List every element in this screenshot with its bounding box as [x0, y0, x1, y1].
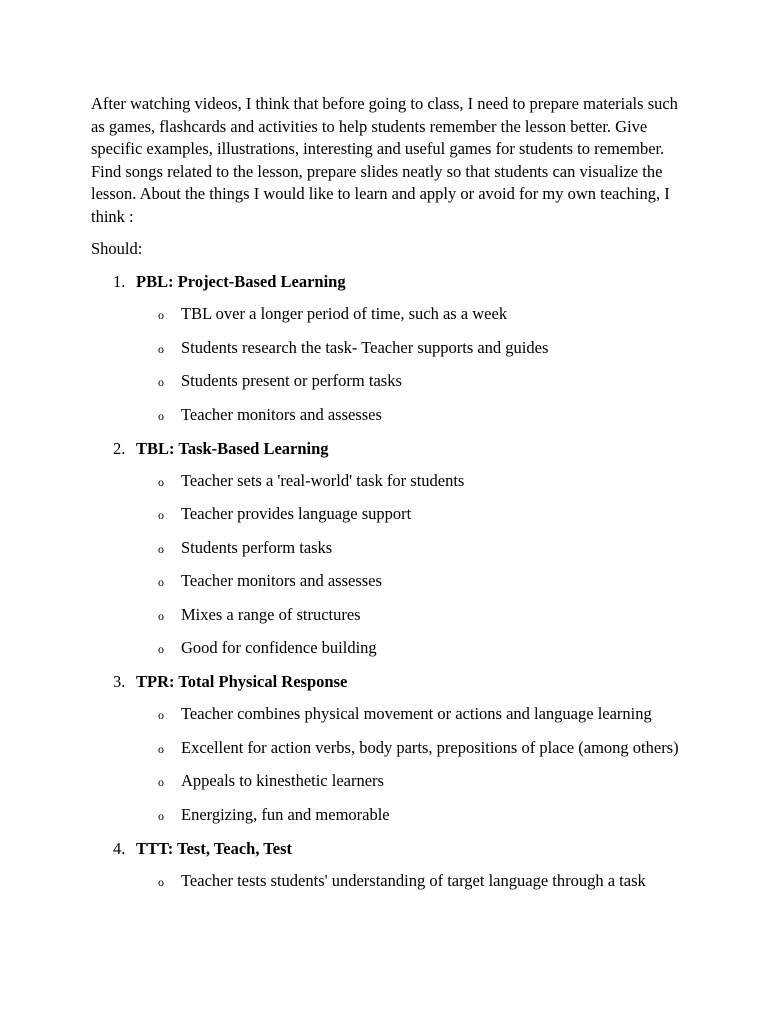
intro-paragraph: After watching videos, I think that before going to class, I need to prepare materials such as games, flashcards and activities to help students remember the lesson better. Give specific examples, illustrations, interesting and useful games for students to remember. Find songs related to the lesson, prepare slides neatly so that students can visualize the lesson. About the things I would like to learn and apply or avoid for my own teaching, I think : — [91, 94, 678, 226]
list-item — [91, 870, 683, 893]
list-item — [91, 303, 683, 326]
bullet-icon: o — [158, 608, 164, 623]
list-item — [91, 404, 683, 427]
bullet-icon: o — [158, 808, 164, 823]
bullet-icon: o — [158, 408, 164, 423]
list-item — [91, 370, 683, 393]
method-heading: TBL: Task-Based Learning — [136, 438, 329, 458]
method-heading-row — [91, 671, 683, 693]
method-section — [91, 438, 683, 661]
list-item — [91, 503, 683, 526]
list-item — [91, 337, 683, 360]
bullet-icon: o — [158, 741, 164, 756]
bullet-icon: o — [158, 775, 164, 789]
list-item-text: Teacher monitors and assesses — [181, 404, 382, 424]
list-item — [91, 770, 683, 793]
method-heading-row — [91, 438, 683, 460]
bullet-icon: o — [158, 341, 164, 356]
should-label: Should: — [91, 239, 143, 258]
list-item — [91, 537, 683, 560]
list-number: 1. — [113, 272, 126, 291]
list-item-text: Students research the task- Teacher supports and guides — [181, 337, 549, 357]
method-section — [91, 271, 683, 427]
list-item-text: Teacher provides language support — [181, 504, 412, 523]
list-item — [91, 470, 683, 493]
sub-list — [91, 703, 683, 827]
bullet-icon: o — [158, 708, 164, 722]
method-heading-row — [91, 271, 683, 293]
method-heading-row — [91, 838, 683, 860]
list-item-text: Teacher combines physical movement or actions and language learning — [181, 704, 652, 723]
list-item-text: TBL over a longer period of time, such as a week — [181, 304, 508, 323]
list-item-text: Students present or perform tasks — [181, 371, 402, 390]
method-heading: TTT: Test, Teach, Test — [136, 838, 293, 858]
methods-list — [91, 271, 683, 893]
bullet-icon: o — [158, 308, 164, 322]
list-number: 4. — [113, 838, 126, 858]
method-heading: TPR: Total Physical Response — [136, 672, 348, 691]
list-item-text: Students perform tasks — [181, 537, 333, 557]
list-item-text: Energizing, fun and memorable — [181, 804, 390, 824]
list-item — [91, 804, 683, 827]
list-item-text: Teacher sets a 'real-world' task for students — [181, 470, 465, 490]
sub-list — [91, 470, 683, 661]
list-item-text: Good for confidence building — [181, 638, 377, 657]
bullet-icon: o — [158, 575, 164, 589]
sub-list — [91, 303, 683, 427]
list-number: 2. — [113, 438, 126, 458]
list-item — [91, 703, 683, 726]
bullet-icon: o — [158, 541, 164, 556]
bullet-icon: o — [158, 874, 164, 889]
method-section — [91, 838, 683, 893]
list-item — [91, 570, 683, 593]
list-number: 3. — [113, 672, 126, 691]
method-heading: PBL: Project-Based Learning — [136, 272, 346, 291]
method-section — [91, 671, 683, 827]
list-item — [91, 737, 683, 760]
bullet-icon: o — [158, 508, 164, 522]
list-item-text: Teacher tests students' understanding of target language through a task — [181, 870, 646, 890]
list-item — [91, 604, 683, 627]
sub-list — [91, 870, 683, 893]
list-item-text: Excellent for action verbs, body parts, prepositions of place (among others) — [181, 737, 679, 757]
list-item — [91, 637, 683, 660]
bullet-icon: o — [158, 474, 164, 489]
list-item-text: Appeals to kinesthetic learners — [181, 771, 384, 790]
list-item-text: Teacher monitors and assesses — [181, 571, 382, 590]
document-page — [91, 93, 683, 904]
list-item-text: Mixes a range of structures — [181, 604, 361, 624]
bullet-icon: o — [158, 642, 164, 656]
bullet-icon: o — [158, 375, 164, 389]
